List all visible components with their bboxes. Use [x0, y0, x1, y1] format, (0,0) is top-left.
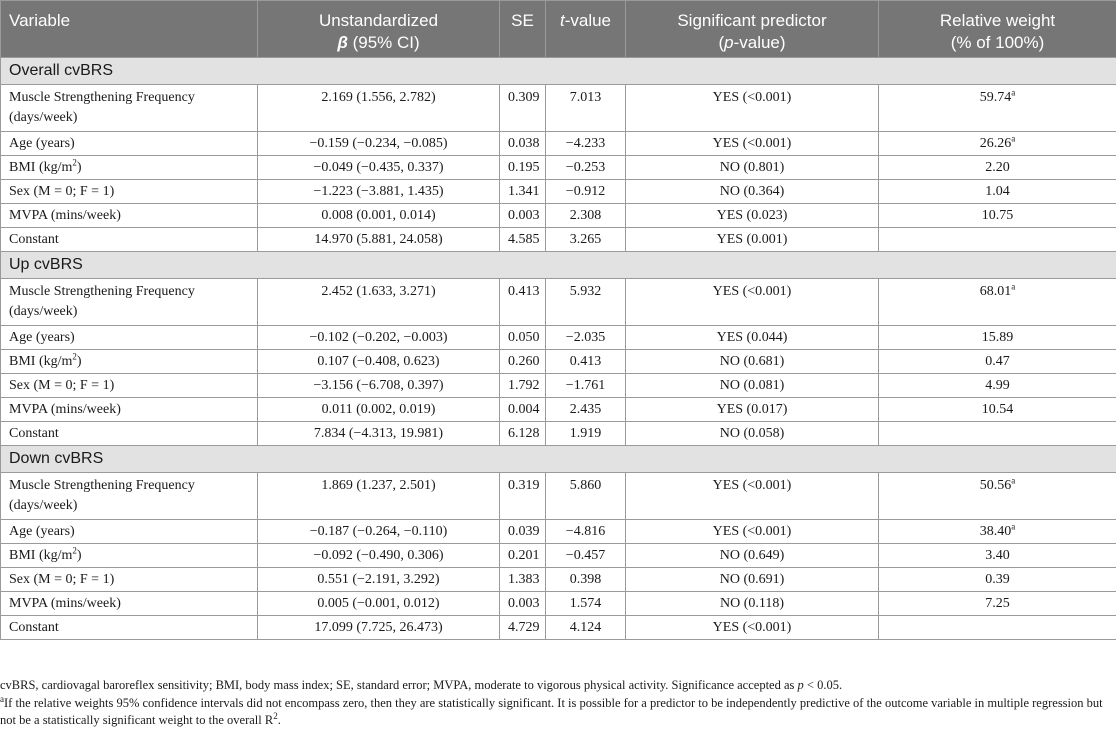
cell-variable: Constant	[1, 616, 258, 640]
cell-se: 0.004	[500, 398, 546, 422]
cell-t-value: 0.413	[546, 350, 626, 374]
cell-relative-weight: 2.20	[879, 156, 1116, 180]
cell-relative-weight: 1.04	[879, 180, 1116, 204]
table-row	[1, 568, 1116, 592]
cell-se: 0.201	[500, 544, 546, 568]
cell-variable: BMI $(kg/m^2)$	[1, 350, 258, 374]
cell-significant: NO (0.081)	[626, 374, 879, 398]
cell-significant: NO (0.364)	[626, 180, 879, 204]
cell-variable: BMI $(kg/m^2)$	[1, 544, 258, 568]
cell-relative-weight: 50.56$^a$	[879, 473, 1116, 520]
section-header-row	[1, 252, 1116, 279]
table-row	[1, 422, 1116, 446]
cell-variable: Sex (M = 0; F = 1)	[1, 568, 258, 592]
cell-significant: NO (0.058)	[626, 422, 879, 446]
cell-variable: Constant	[1, 228, 258, 252]
cell-beta-ci: 0.107 (−0.408, 0.623)	[258, 350, 500, 374]
cell-beta-ci: −0.102 (−0.202, −0.003)	[258, 326, 500, 350]
cell-relative-weight: 7.25	[879, 592, 1116, 616]
cell-t-value: −0.457	[546, 544, 626, 568]
cell-beta-ci: 0.008 (0.001, 0.014)	[258, 204, 500, 228]
section-header-row	[1, 446, 1116, 473]
cell-beta-ci: −0.159 (−0.234, −0.085)	[258, 132, 500, 156]
table-body	[1, 58, 1116, 640]
cell-beta-ci: 1.869 (1.237, 2.501)	[258, 473, 500, 520]
cell-significant: YES (<0.001)	[626, 473, 879, 520]
cell-t-value: 2.435	[546, 398, 626, 422]
cell-beta-ci: 0.005 (−0.001, 0.012)	[258, 592, 500, 616]
header-significant: Significant predictor (p-value)	[626, 1, 879, 58]
cell-relative-weight: 4.99	[879, 374, 1116, 398]
cell-se: 0.003	[500, 204, 546, 228]
cell-variable: Constant	[1, 422, 258, 446]
cell-significant: NO (0.681)	[626, 350, 879, 374]
header-se: SE	[500, 1, 546, 58]
cell-significant: YES (<0.001)	[626, 520, 879, 544]
cell-significant: YES (0.001)	[626, 228, 879, 252]
section-title: Down cvBRS	[1, 446, 1116, 473]
cell-se: 1.383	[500, 568, 546, 592]
cell-variable: Muscle Strengthening Frequency (days/week)	[1, 85, 258, 132]
header-row	[1, 1, 1116, 58]
cell-relative-weight	[879, 422, 1116, 446]
cell-beta-ci: 7.834 (−4.313, 19.981)	[258, 422, 500, 446]
cell-se: 4.729	[500, 616, 546, 640]
cell-significant: YES (<0.001)	[626, 132, 879, 156]
cell-se: 0.309	[500, 85, 546, 132]
cell-beta-ci: −3.156 (−6.708, 0.397)	[258, 374, 500, 398]
cell-relative-weight: 59.74$^a$	[879, 85, 1116, 132]
cell-significant: YES (<0.001)	[626, 616, 879, 640]
cell-t-value: 0.398	[546, 568, 626, 592]
cell-relative-weight: 38.40$^a$	[879, 520, 1116, 544]
cell-variable: Age (years)	[1, 520, 258, 544]
cell-t-value: 2.308	[546, 204, 626, 228]
cell-relative-weight: 15.89	[879, 326, 1116, 350]
header-relative-weight: Relative weight (% of 100%)	[879, 1, 1116, 58]
cell-variable: Age (years)	[1, 326, 258, 350]
cell-relative-weight: 0.47	[879, 350, 1116, 374]
cell-t-value: 5.860	[546, 473, 626, 520]
cell-t-value: 1.919	[546, 422, 626, 446]
relative-weight-note: $^a$If the relative weights 95% confidence intervals did not encompass zero, then they are statistically significant. It is possible for a predictor to be independently predictive of the outcome variable in multiple regression but not be a statistically significant weight to the overall $R^2$.	[0, 693, 1103, 727]
cell-relative-weight: 0.39	[879, 568, 1116, 592]
cell-se: 0.050	[500, 326, 546, 350]
cell-significant: YES (<0.001)	[626, 279, 879, 326]
cell-relative-weight: 10.54	[879, 398, 1116, 422]
cell-variable: Sex (M = 0; F = 1)	[1, 180, 258, 204]
cell-se: 0.039	[500, 520, 546, 544]
cell-significant: YES (0.023)	[626, 204, 879, 228]
cell-relative-weight: 10.75	[879, 204, 1116, 228]
cell-beta-ci: 14.970 (5.881, 24.058)	[258, 228, 500, 252]
table-row	[1, 473, 1116, 520]
cell-variable: Age (years)	[1, 132, 258, 156]
cell-beta-ci: −1.223 (−3.881, 1.435)	[258, 180, 500, 204]
table-row	[1, 544, 1116, 568]
cell-variable: BMI $(kg/m^2)$	[1, 156, 258, 180]
table-row	[1, 350, 1116, 374]
cell-significant: YES (<0.001)	[626, 85, 879, 132]
header-beta: Unstandardized β (95% CI)	[258, 1, 500, 58]
cell-se: 0.038	[500, 132, 546, 156]
cell-relative-weight	[879, 616, 1116, 640]
cell-se: 0.260	[500, 350, 546, 374]
cell-significant: YES (0.044)	[626, 326, 879, 350]
cell-beta-ci: 0.011 (0.002, 0.019)	[258, 398, 500, 422]
cell-t-value: −0.912	[546, 180, 626, 204]
cell-significant: NO (0.118)	[626, 592, 879, 616]
cell-beta-ci: 17.099 (7.725, 26.473)	[258, 616, 500, 640]
cell-t-value: 7.013	[546, 85, 626, 132]
cell-se: 1.792	[500, 374, 546, 398]
cell-beta-ci: −0.049 (−0.435, 0.337)	[258, 156, 500, 180]
cell-t-value: 3.265	[546, 228, 626, 252]
cell-variable: MVPA (mins/week)	[1, 204, 258, 228]
cell-significant: YES (0.017)	[626, 398, 879, 422]
cell-se: 6.128	[500, 422, 546, 446]
cell-se: 0.003	[500, 592, 546, 616]
cell-se: 4.585	[500, 228, 546, 252]
table-row	[1, 326, 1116, 350]
cell-variable: Muscle Strengthening Frequency (days/week)	[1, 473, 258, 520]
cell-t-value: −1.761	[546, 374, 626, 398]
table-row	[1, 616, 1116, 640]
cell-se: 0.413	[500, 279, 546, 326]
table-row	[1, 132, 1116, 156]
table-row	[1, 520, 1116, 544]
cell-t-value: −4.233	[546, 132, 626, 156]
cell-relative-weight	[879, 228, 1116, 252]
cell-significant: NO (0.691)	[626, 568, 879, 592]
cell-t-value: −0.253	[546, 156, 626, 180]
cell-t-value: −2.035	[546, 326, 626, 350]
table-row	[1, 204, 1116, 228]
cell-t-value: 1.574	[546, 592, 626, 616]
cell-beta-ci: 0.551 (−2.191, 3.292)	[258, 568, 500, 592]
cell-beta-ci: 2.169 (1.556, 2.782)	[258, 85, 500, 132]
cell-t-value: −4.816	[546, 520, 626, 544]
table-row	[1, 374, 1116, 398]
section-title: Up cvBRS	[1, 252, 1116, 279]
header-t-value: t-value	[546, 1, 626, 58]
section-header-row	[1, 58, 1116, 85]
cell-relative-weight: 68.01$^a$	[879, 279, 1116, 326]
table-row	[1, 85, 1116, 132]
table-row	[1, 398, 1116, 422]
cell-relative-weight: 26.26$^a$	[879, 132, 1116, 156]
cell-relative-weight: 3.40	[879, 544, 1116, 568]
table-row	[1, 592, 1116, 616]
table-row	[1, 228, 1116, 252]
cell-significant: NO (0.649)	[626, 544, 879, 568]
cell-beta-ci: −0.092 (−0.490, 0.306)	[258, 544, 500, 568]
cell-se: 0.319	[500, 473, 546, 520]
cell-t-value: 4.124	[546, 616, 626, 640]
table-row	[1, 279, 1116, 326]
cell-se: 0.195	[500, 156, 546, 180]
table-row	[1, 156, 1116, 180]
cell-variable: MVPA (mins/week)	[1, 398, 258, 422]
abbreviations-note: cvBRS, cardiovagal baroreflex sensitivity; BMI, body mass index; SE, standard error; MVPA, moderate to vigorous physical activity. Significance accepted as p < 0.05.	[0, 678, 843, 692]
cell-t-value: 5.932	[546, 279, 626, 326]
cell-significant: NO (0.801)	[626, 156, 879, 180]
cell-variable: Muscle Strengthening Frequency (days/week)	[1, 279, 258, 326]
table-row	[1, 180, 1116, 204]
cell-variable: Sex (M = 0; F = 1)	[1, 374, 258, 398]
cell-se: 1.341	[500, 180, 546, 204]
cell-variable: MVPA (mins/week)	[1, 592, 258, 616]
header-variable: Variable	[1, 1, 258, 58]
cell-beta-ci: −0.187 (−0.264, −0.110)	[258, 520, 500, 544]
cell-beta-ci: 2.452 (1.633, 3.271)	[258, 279, 500, 326]
section-title: Overall cvBRS	[1, 58, 1116, 85]
table-footnotes	[0, 677, 1116, 729]
